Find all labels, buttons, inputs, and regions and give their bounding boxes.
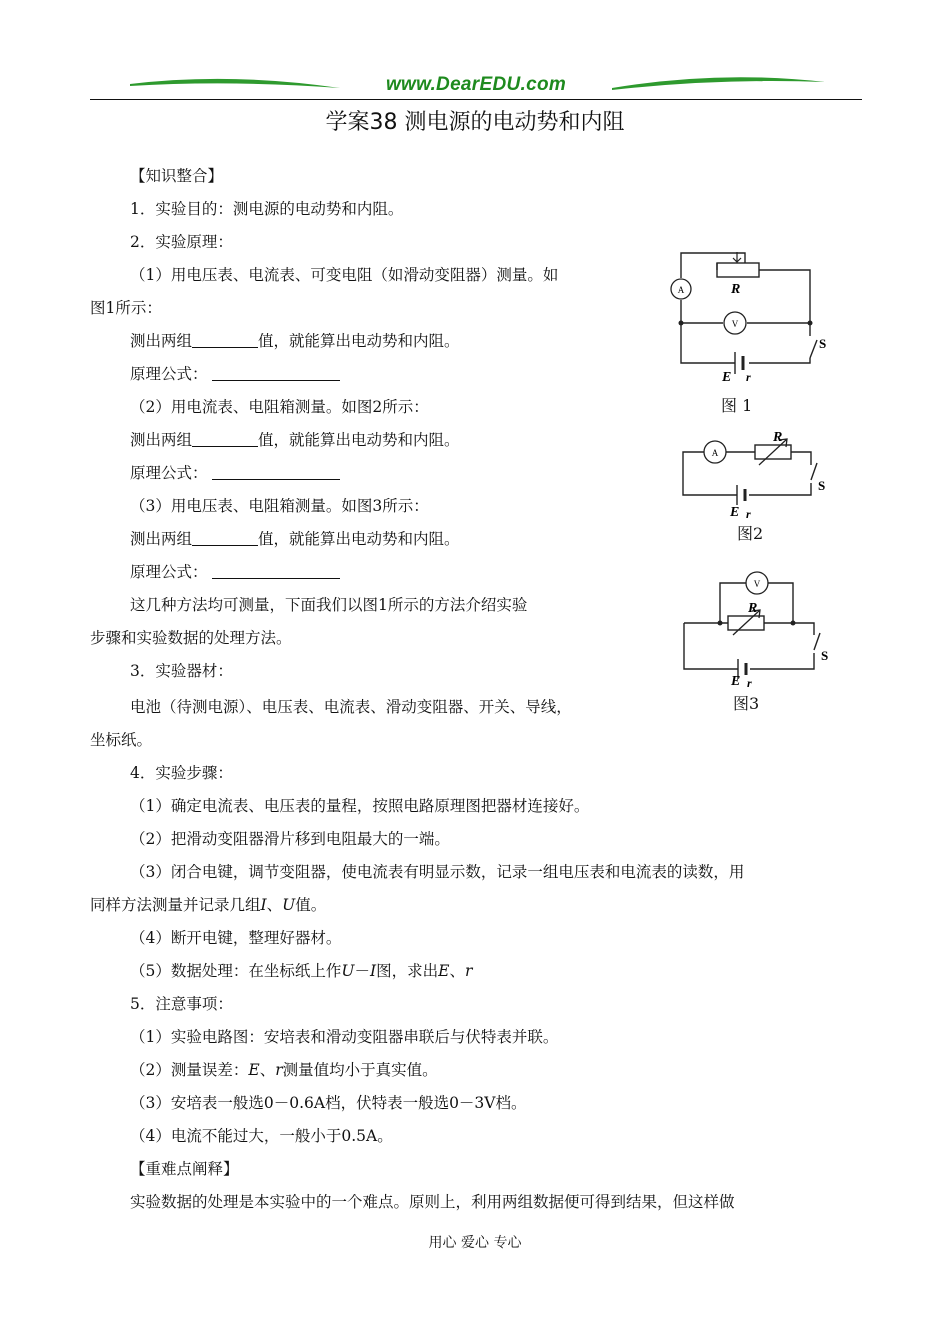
resistor-box-label: R <box>773 430 783 445</box>
difficulty-paragraph: 实验数据的处理是本实验中的一个难点。原则上，利用两组数据便可得到结果，但这样做 <box>130 1193 735 1211</box>
symbol-I: I <box>369 962 377 980</box>
step-5 <box>130 961 472 981</box>
section-heading-knowledge: 【知识整合】 <box>130 167 224 185</box>
switch-label: S <box>818 478 826 493</box>
method2-line: （2）用电流表、电阻箱测量。如图2所示： <box>130 398 429 416</box>
internal-resistance-label: r <box>746 507 751 520</box>
item-notes: 5．注意事项： <box>130 995 233 1013</box>
header-site-name: www.DearEDU.com <box>385 74 567 95</box>
item-principle: 2．实验原理： <box>130 233 233 251</box>
separator: 、 <box>259 1061 276 1079</box>
page-footer: 用心 爱心 专心 <box>428 1235 522 1251</box>
symbol-E: E <box>438 962 450 980</box>
emf-label: E <box>722 370 732 385</box>
internal-resistance-label: r <box>747 676 752 690</box>
note2-text: （2）测量误差： <box>130 1061 249 1079</box>
note-2 <box>130 1060 438 1080</box>
figure-3-caption: 图3 <box>733 694 760 713</box>
method2-formula <box>130 463 340 483</box>
measure-prefix: 测出两组 <box>130 530 193 548</box>
item-steps: 4．实验步骤： <box>130 764 233 782</box>
step-1: （1）确定电流表、电压表的量程，按照电路原理图把器材连接好。 <box>130 797 590 815</box>
method2-measure <box>130 430 460 450</box>
step5-mid: 图，求出 <box>376 962 439 980</box>
measure-prefix: 测出两组 <box>130 431 193 449</box>
method1-line2: 图1所示： <box>90 299 162 317</box>
measure-suffix: 值，就能算出电动势和内阻。 <box>258 431 460 449</box>
answer-blank <box>212 465 340 480</box>
separator: 、 <box>266 896 283 914</box>
ammeter-label: A <box>711 448 719 458</box>
formula-label: 原理公式： <box>130 563 208 581</box>
figure-1-circuit <box>665 248 835 388</box>
figure-2-caption: 图2 <box>737 524 764 543</box>
measure-prefix: 测出两组 <box>130 332 193 350</box>
step-3-line1: （3）闭合电键，调节变阻器，使电流表有明显示数，记录一组电压表和电流表的读数，用 <box>130 863 745 881</box>
step-2: （2）把滑动变阻器滑片移到电阻最大的一端。 <box>130 830 450 848</box>
symbol-r: r <box>275 1061 283 1079</box>
symbol-E: E <box>248 1061 260 1079</box>
formula-label: 原理公式： <box>130 464 208 482</box>
item-equipment: 3．实验器材： <box>130 662 233 680</box>
methods-summary-line1: 这几种方法均可测量，下面我们以图1所示的方法介绍实验 <box>130 596 528 614</box>
resistor-label: R <box>731 282 741 297</box>
resistor-box-label: R <box>748 601 758 616</box>
equipment-line1: 电池（待测电源）、电压表、电流表、滑动变阻器、开关、导线， <box>130 698 572 716</box>
method3-line: （3）用电压表、电阻箱测量。如图3所示： <box>130 497 429 515</box>
symbol-r: r <box>464 962 473 980</box>
symbol-U: U <box>282 896 296 914</box>
voltmeter-label: V <box>753 579 761 589</box>
page-title: 学案38 测电源的电动势和内阻 <box>325 110 625 135</box>
header-rule <box>90 99 862 100</box>
note-1: （1）实验电路图：安培表和滑动变阻器串联后与伏特表并联。 <box>130 1028 559 1046</box>
formula-label: 原理公式： <box>130 365 208 383</box>
step5-text: （5）数据处理：在坐标纸上作 <box>130 962 342 980</box>
equipment-line2: 坐标纸。 <box>90 731 153 749</box>
answer-blank <box>212 366 340 381</box>
switch-label: S <box>821 648 829 663</box>
method1-measure <box>130 331 460 351</box>
note-3: （3）安培表一般选0－0.6A档，伏特表一般选0－3V档。 <box>130 1094 527 1112</box>
symbol-U: U <box>341 962 355 980</box>
note-4: （4）电流不能过大，一般小于0.5A。 <box>130 1127 393 1145</box>
method1-formula <box>130 364 340 384</box>
switch-label: S <box>819 336 827 351</box>
methods-summary-line2: 步骤和实验数据的处理方法。 <box>90 629 292 647</box>
method3-formula <box>130 562 340 582</box>
note2-end: 测量值均小于真实值。 <box>282 1061 438 1079</box>
ammeter-label: A <box>677 285 685 295</box>
dash: － <box>354 962 370 980</box>
measure-suffix: 值，就能算出电动势和内阻。 <box>258 530 460 548</box>
figure-1-caption: 图 1 <box>721 396 753 415</box>
voltmeter-label: V <box>731 319 739 329</box>
step3-text: 同样方法测量并记录几组 <box>90 896 261 914</box>
emf-label: E <box>731 674 741 689</box>
internal-resistance-label: r <box>746 370 751 384</box>
figure-2-circuit <box>675 425 845 520</box>
step-3-line2 <box>90 895 326 915</box>
step3-end: 值。 <box>295 896 327 914</box>
answer-blank <box>212 564 340 579</box>
figure-3-circuit <box>678 565 848 690</box>
step-4: （4）断开电键，整理好器材。 <box>130 929 342 947</box>
emf-label: E <box>730 505 740 520</box>
answer-blank <box>192 531 258 546</box>
separator: 、 <box>449 962 465 980</box>
measure-suffix: 值，就能算出电动势和内阻。 <box>258 332 460 350</box>
method3-measure <box>130 529 460 549</box>
answer-blank <box>192 333 258 348</box>
method1-line1: （1）用电压表、电流表、可变电阻（如滑动变阻器）测量。如 <box>130 266 559 284</box>
section-heading-difficulty: 【重难点阐释】 <box>130 1160 239 1178</box>
symbol-I: I <box>260 896 267 914</box>
answer-blank <box>192 432 258 447</box>
item-purpose: 1．实验目的：测电源的电动势和内阻。 <box>130 200 404 218</box>
